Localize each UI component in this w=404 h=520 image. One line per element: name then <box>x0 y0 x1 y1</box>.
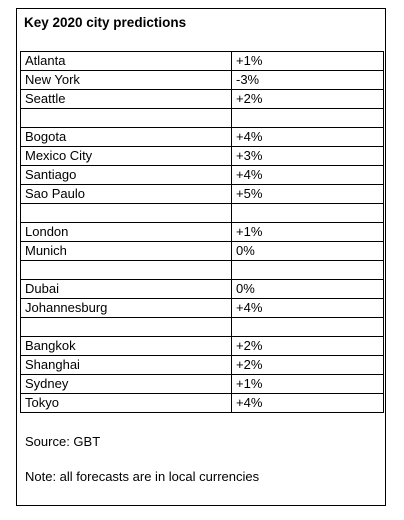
empty-cell <box>21 109 232 128</box>
table-row <box>21 166 384 185</box>
city-cell: New York <box>21 71 232 90</box>
city-cell: Munich <box>21 242 232 261</box>
change-cell: +3% <box>232 147 384 166</box>
table-row <box>21 90 384 109</box>
city-cell: Tokyo <box>21 394 232 413</box>
change-cell: +1% <box>232 223 384 242</box>
city-cell: London <box>21 223 232 242</box>
table-row <box>21 337 384 356</box>
table-row <box>21 375 384 394</box>
predictions-table <box>20 51 384 413</box>
empty-cell <box>21 204 232 223</box>
city-cell: Santiago <box>21 166 232 185</box>
change-cell: 0% <box>232 242 384 261</box>
empty-cell <box>232 318 384 337</box>
spacer-row <box>21 109 384 128</box>
city-cell: Johannesburg <box>21 299 232 318</box>
empty-cell <box>232 261 384 280</box>
change-cell: -3% <box>232 71 384 90</box>
table-row <box>21 52 384 71</box>
table-row <box>21 147 384 166</box>
empty-cell <box>21 261 232 280</box>
currency-note: Note: all forecasts are in local currencies <box>25 469 260 484</box>
source-note: Source: GBT <box>25 434 101 449</box>
table-row <box>21 356 384 375</box>
city-cell: Shanghai <box>21 356 232 375</box>
change-cell: +1% <box>232 375 384 394</box>
empty-cell <box>232 109 384 128</box>
spacer-row <box>21 318 384 337</box>
spacer-row <box>21 204 384 223</box>
change-cell: +4% <box>232 166 384 185</box>
city-cell: Bogota <box>21 128 232 147</box>
page-title: Key 2020 city predictions <box>24 15 187 30</box>
city-cell: Bangkok <box>21 337 232 356</box>
city-cell: Sydney <box>21 375 232 394</box>
table-row <box>21 128 384 147</box>
city-cell: Seattle <box>21 90 232 109</box>
change-cell: +1% <box>232 52 384 71</box>
change-cell: +4% <box>232 394 384 413</box>
table-row <box>21 299 384 318</box>
change-cell: +5% <box>232 185 384 204</box>
table-row <box>21 242 384 261</box>
change-cell: +4% <box>232 128 384 147</box>
city-cell: Sao Paulo <box>21 185 232 204</box>
table-row <box>21 280 384 299</box>
city-cell: Atlanta <box>21 52 232 71</box>
change-cell: +2% <box>232 337 384 356</box>
change-cell: +2% <box>232 356 384 375</box>
change-cell: +2% <box>232 90 384 109</box>
spacer-row <box>21 261 384 280</box>
city-cell: Mexico City <box>21 147 232 166</box>
table-row <box>21 71 384 90</box>
predictions-panel <box>16 8 386 506</box>
empty-cell <box>21 318 232 337</box>
table-row <box>21 394 384 413</box>
city-cell: Dubai <box>21 280 232 299</box>
change-cell: 0% <box>232 280 384 299</box>
table-row <box>21 185 384 204</box>
table-row <box>21 223 384 242</box>
empty-cell <box>232 204 384 223</box>
change-cell: +4% <box>232 299 384 318</box>
